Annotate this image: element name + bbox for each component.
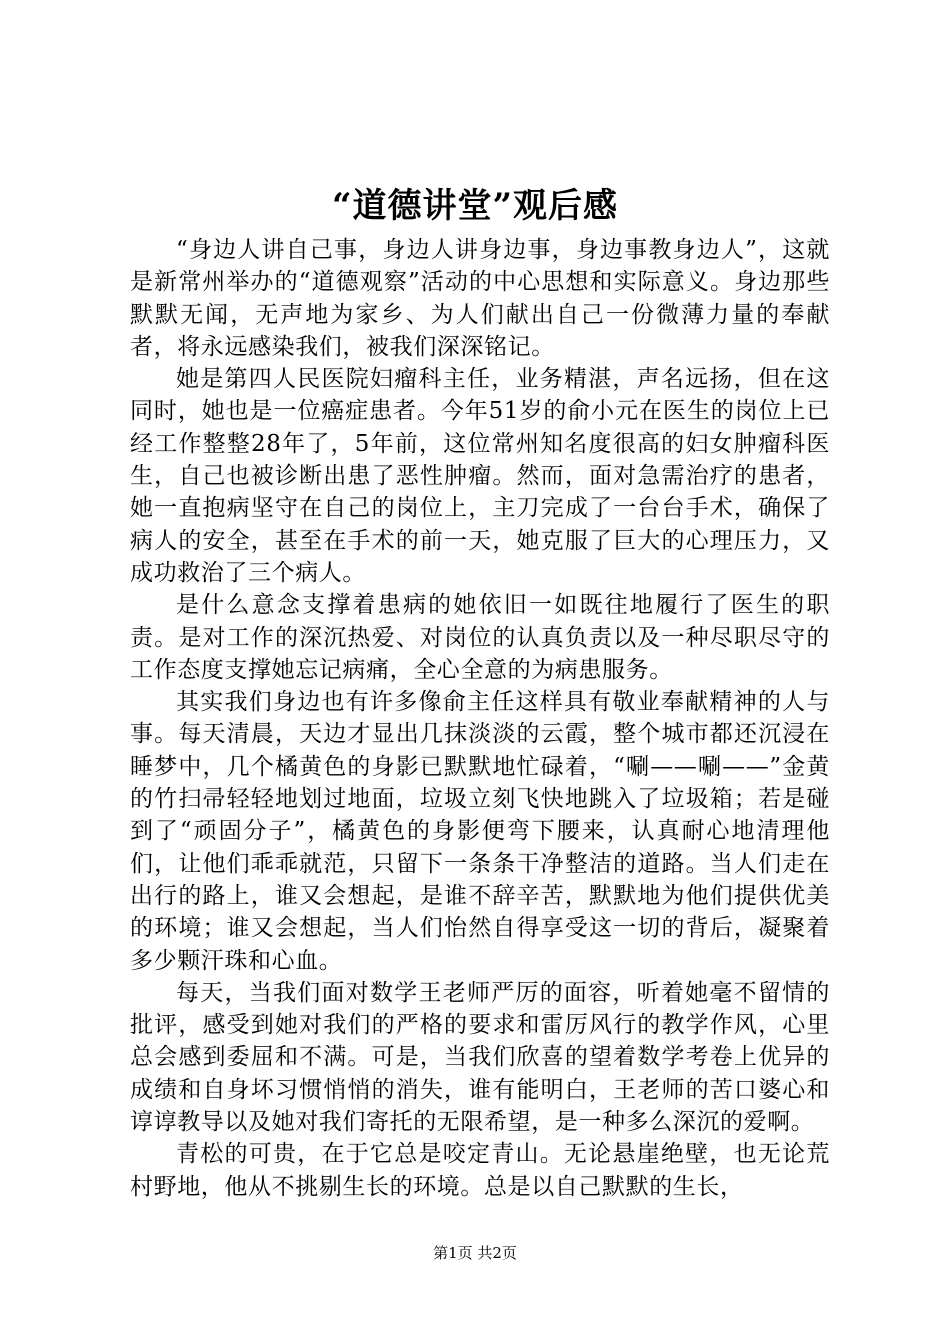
paragraph: 她是第四人民医院妇瘤科主任，业务精湛，声名远扬，但在这同时，她也是一位癌症患者。今年51岁的俞小元在医生的岗位上已经工作整整28年了，5年前，这位常州知名度很高的妇女肿瘤科医生，自己也被诊断出患了恶性肿瘤。然而，面对急需治疗的患者，她一直抱病坚守在自己的岗位上，主刀完成了一台台手术，确保了病人的安全，甚至在手术的前一天，她克服了巨大的心理压力，又成功救治了三个病人。 <box>130 366 830 586</box>
paragraph: 每天，当我们面对数学王老师严厉的面容，听着她毫不留情的批评，感受到她对我们的严格的要求和雷厉风行的教学作风，心里总会感到委屈和不满。可是，当我们欣喜的望着数学考卷上优异的成绩和自身坏习惯悄悄的消失，谁有能明白，王老师的苦口婆心和谆谆教导以及她对我们寄托的无限希望，是一种多么深沉的爱啊。 <box>130 979 830 1136</box>
paragraph: 青松的可贵，在于它总是咬定青山。无论悬崖绝壁，也无论荒村野地，他从不挑剔生长的环境。总是以自己默默的生长， <box>130 1141 830 1200</box>
paragraph: 其实我们身边也有许多像俞主任这样具有敬业奉献精神的人与事。每天清晨，天边才显出几抹淡淡的云霞，整个城市都还沉浸在睡梦中，几个橘黄色的身影已默默地忙碌着，“唰——唰——”金黄的竹扫帚轻轻地划过地面，垃圾立刻飞快地跳入了垃圾箱；若是碰到了“顽固分子”，橘黄色的身影便弯下腰来，认真耐心地清理他们，让他们乖乖就范，只留下一条条干净整洁的道路。当人们走在出行的路上，谁又会想起，是谁不辞辛苦，默默地为他们提供优美的环境；谁又会想起，当人们怡然自得享受这一切的背后，凝聚着多少颗汗珠和心血。 <box>130 689 830 974</box>
paragraph: 是什么意念支撑着患病的她依旧一如既往地履行了医生的职责。是对工作的深沉热爱、对岗位的认真负责以及一种尽职尽守的工作态度支撑她忘记病痛，全心全意的为病患服务。 <box>130 592 830 683</box>
document-body <box>130 234 830 1203</box>
page-footer: 第1页 共2页 <box>433 1244 517 1262</box>
document-title: “道德讲堂”观后感 <box>331 186 619 226</box>
paragraph: “身边人讲自己事，身边人讲身边事，身边事教身边人”，这就是新常州举办的“道德观察”活动的中心思想和实际意义。身边那些默默无闻，无声地为家乡、为人们献出自己一份微薄力量的奉献者，将永远感染我们，被我们深深铭记。 <box>130 237 830 360</box>
